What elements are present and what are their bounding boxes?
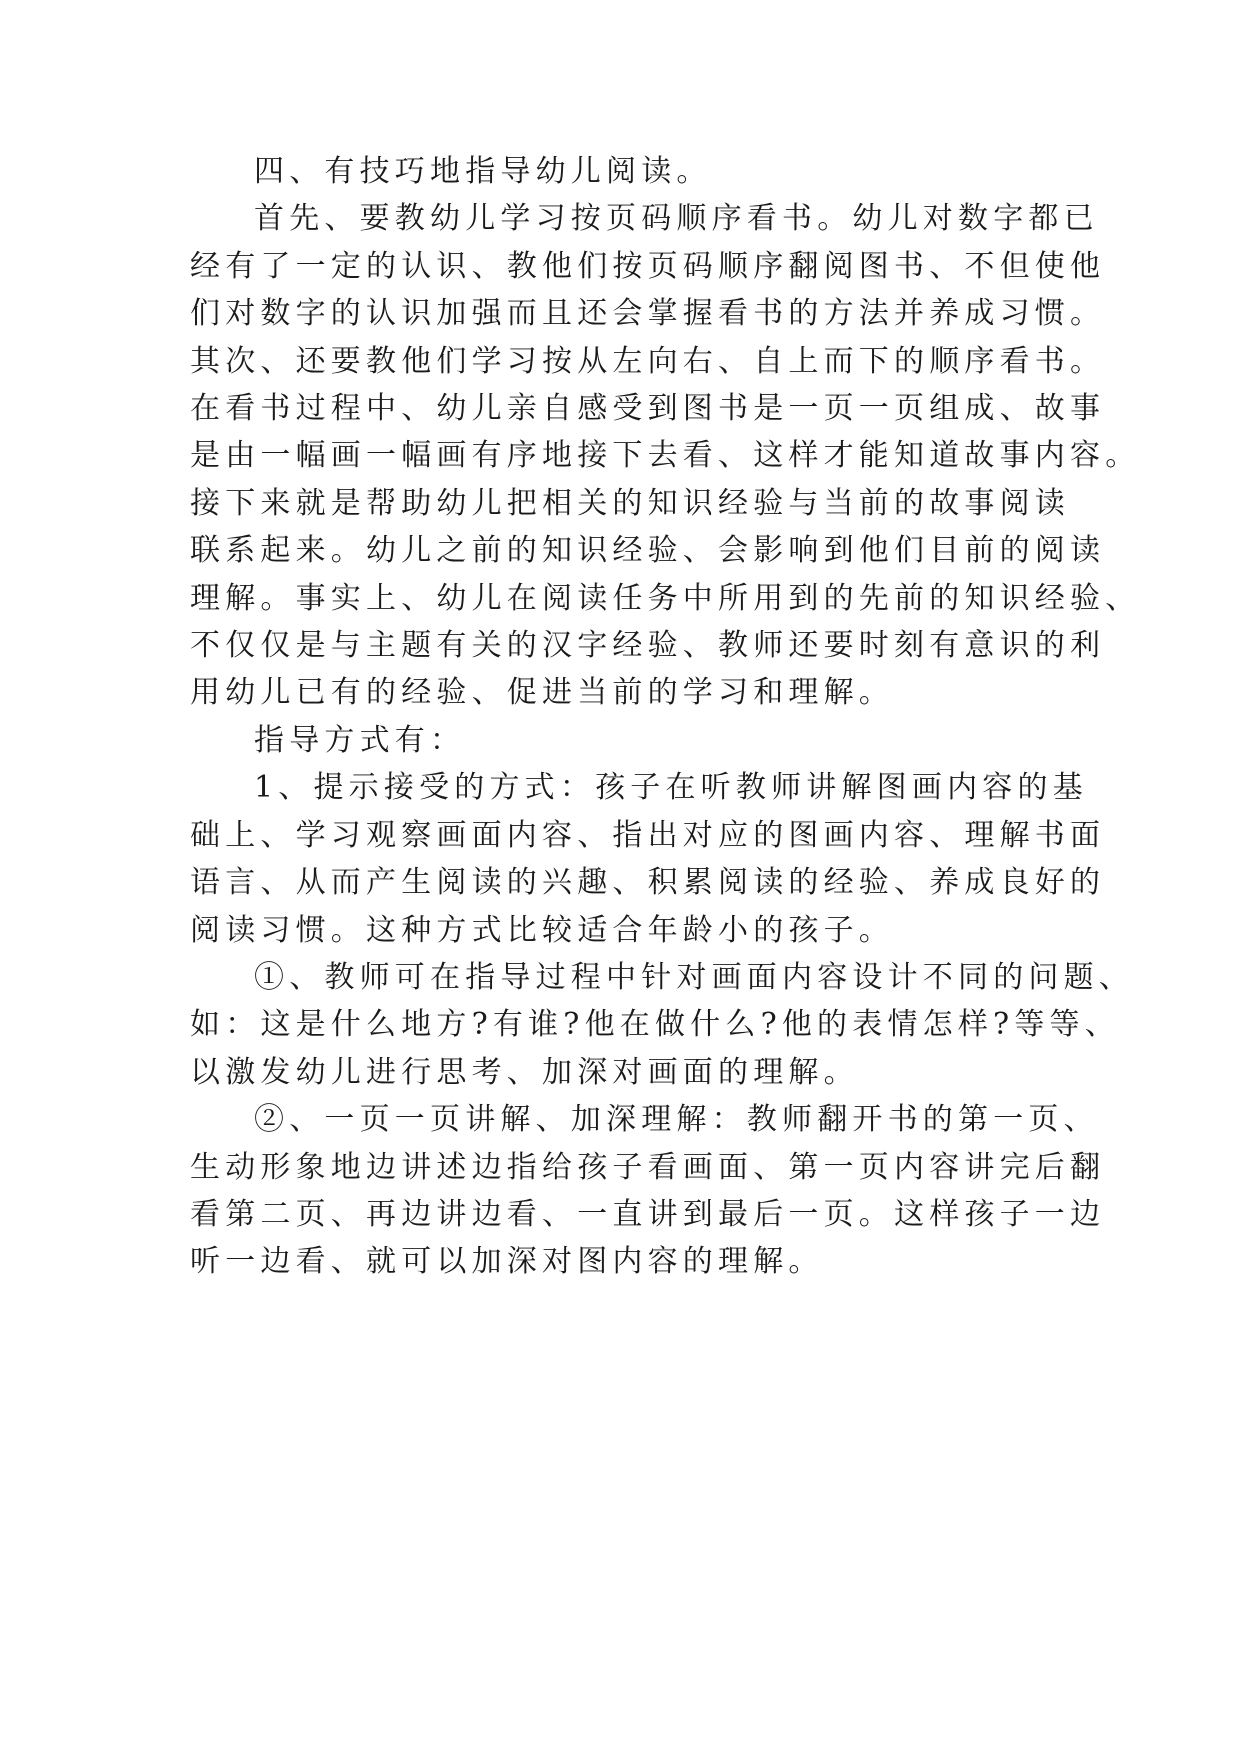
text-line: 生动形象地边讲述边指给孩子看画面、第一页内容讲完后翻 [190,1149,1106,1185]
text-line: 在看书过程中、幼儿亲自感受到图书是一页一页组成、故事 [190,391,1106,427]
text-line: ②、一页一页讲解、加深理解：教师翻开书的第一页、 [254,1102,1099,1138]
text-line: 首先、要教幼儿学习按页码顺序看书。幼儿对数字都已 [254,201,1099,237]
text-line: 指导方式有： [254,722,466,758]
text-line: 是由一幅画一幅画有序地接下去看、这样才能知道故事内容。 [190,438,1141,474]
text-line: 其次、还要教他们学习按从左向右、自上而下的顺序看书。 [190,343,1106,379]
text-line: 们对数字的认识加强而且还会掌握看书的方法并养成习惯。 [190,296,1106,332]
text-line: ①、教师可在指导过程中针对画面内容设计不同的问题、 [254,959,1134,995]
paragraph-item-1 [190,954,1134,1096]
text-line: 础上、学习观察画面内容、指出对应的图画内容、理解书面 [190,817,1106,853]
paragraph-item-2 [190,1096,1106,1286]
text-line: 接下来就是帮助幼儿把相关的知识经验与当前的故事阅读 [190,485,1070,521]
text-line: 语言、从而产生阅读的兴趣、积累阅读的经验、养成良好的 [190,865,1106,901]
text-line: 1、提示接受的方式：孩子在听教师讲解图画内容的基 [254,770,1088,806]
body-text [190,148,1141,1286]
text-line: 四、有技巧地指导幼儿阅读。 [254,154,712,189]
text-line: 理解。事实上、幼儿在阅读任务中所用到的先前的知识经验、 [190,580,1141,616]
text-line: 如：这是什么地方?有谁?他在做什么?他的表情怎样?等等、 [190,1007,1120,1043]
paragraph-reading-order [190,195,1141,716]
text-line: 经有了一定的认识、教他们按页码顺序翻阅图书、不但使他 [190,248,1106,284]
text-line: 看第二页、再边讲边看、一直讲到最后一页。这样孩子一边 [190,1196,1106,1232]
text-line: 听一边看、就可以加深对图内容的理解。 [190,1244,824,1280]
text-line: 以激发幼儿进行思考、加深对画面的理解。 [190,1054,859,1090]
guidance-methods-heading [190,717,1060,764]
text-line: 用幼儿已有的经验、促进当前的学习和理解。 [190,675,894,711]
section-heading [190,148,1060,195]
text-line: 联系起来。幼儿之前的知识经验、会影响到他们目前的阅读 [190,533,1106,569]
text-line: 阅读习惯。这种方式比较适合年龄小的孩子。 [190,912,894,948]
paragraph-method-1 [190,764,1106,954]
text-line: 不仅仅是与主题有关的汉字经验、教师还要时刻有意识的利 [190,628,1106,664]
